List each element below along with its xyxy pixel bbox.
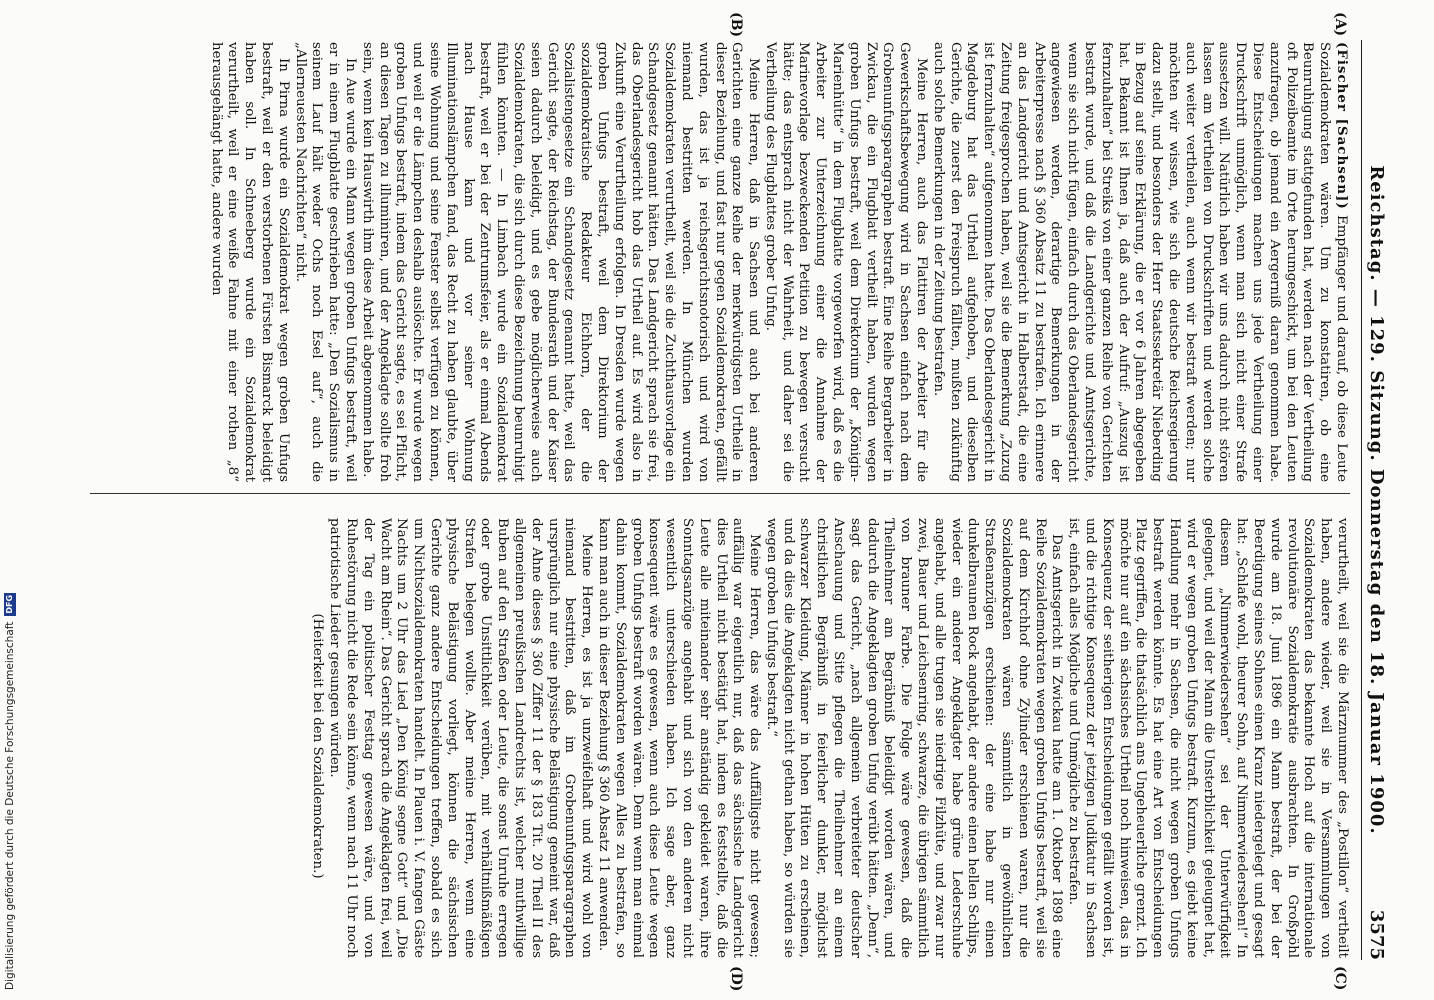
paragraph — [929, 42, 1350, 482]
dfg-logo: DFG — [5, 594, 14, 614]
left-column — [207, 42, 1350, 482]
page-header — [1361, 40, 1392, 960]
margin-mark-c: (C) — [1332, 966, 1348, 991]
paragraph: Meine Herren, es ist ja unzweifelhaft und wird wohl von niemand bestritten, daß im Grobenunfugsparagraphen ursprünglich nur eine physische Belästigung gemeint war, daß der Ahne dieses § 360 Ziffer 11 der § 183 Tit. 20 Theil II des allgemeinen preußischen Landrechts ist, welcher muthwillige Buben auf den Straßen oder Leute, die sonst Unruhe erregen oder grobe Unsittlichkeit verüben, mit verhältnißmäßigen Strafen belegen wollte. Aber meine Herren, wenn eine physische Belästigung vorliegt, können die sächsischen Gerichte ganz andere Entscheidungen treffen, sobald es sich um Nichtsozialdemokraten handelt. In Plauen i. V. fangen Gäste Nachts um 2 Uhr das Lied „Den König segne Gott“ und „Die Wacht am Rhein“. Das Gericht sprach die Angeklagten frei, weil der Tag ein politischer Festtag gewesen wäre, und von Ruhestörung nicht die Rede sein könne, wenn nach 11 Uhr noch patriotische Lieder gesungen würden. — [327, 518, 595, 958]
stage-direction: (Heiterkeit bei den Sozialdemokraten.) — [310, 613, 326, 879]
page-number: 3575 — [1366, 909, 1388, 960]
digitization-note: Digitalisierung gefördert durch die Deutsche Forschungsgemeinschaft — [4, 621, 16, 990]
right-column — [309, 518, 1350, 958]
speaker-name: (Fischer [Sachsen]) — [1334, 42, 1350, 210]
margin-mark-a: (A) — [1332, 12, 1348, 37]
margin-mark-d: (D) — [728, 966, 744, 992]
page-title: Reichstag. — 129. Sitzung. Donnerstag den 18. Januar 1900. — [1366, 165, 1388, 835]
paragraph: In Aue wurde ein Mann wegen groben Unfugs bestraft, weil er in einem Flugblatte geschrieben hatte: „Den Sozialismus in seinem Lauf hält weder Ochs noch Esel auf“, auch die „Allerneuesten Nachrichten“ nicht. — [292, 42, 358, 482]
paragraph: Meine Herren, das wäre das Auffälligste nicht gewesen; auffällig war eigentlich nur, daß das sächsische Landgericht dies Urtheil nicht bestätigt hat, indem es feststellte, daß die Leute alle miteinander sehr anständig gekleidet waren, ihre Sonntagsanzüge angehabt und sich von den anderen nicht wesentlich unterschieden haben. Ich sage aber, ganz konsequent wäre es gewesen, wenn auch diese Leute wegen groben Unfugs bestraft worden wären. Denn wenn man einmal dahin kommt, Sozialdemokraten wegen Alles zu bestrafen, so kann man auch in dieser Beziehung § 360 Absatz 11 anwenden. — [595, 518, 763, 958]
margin-mark-b: (B) — [728, 12, 744, 38]
paragraph: Meine Herren, daß in Sachsen und auch bei anderen Gerichten eine ganze Reihe der merkwürdigsten Urtheile in dieser Beziehung, und fast nur gegen Sozialdemokraten, gefällt wurden, das ist ja reichsgerichtsnotorisch und wird von niemand bestritten werden. In München wurden Sozialdemokraten verurtheilt, weil sie die Zuchthausvorlage ein Schandgesetz genannt hätten. Das Landgericht sprach sie frei, das Oberlandesgericht hob das Urtheil auf. Es wird also in Zukunft eine Verurtheilung erfolgen. In Dresden wurde wegen groben Unfugs bestraft, weil dem Direktorium der sozialdemokratische Redakteur Eichhorn, der die Sozialistengesetze ein Schandgesetz genannt hatte, weil das Gericht sagte, der Reichstag, der Bundesrath und der Kaiser seien dadurch beleidigt, und es gebe möglicherweise auch Sozialdemokraten, die sich durch diese Bezeichnung beunruhigt fühlen könnten. — In Limbach wurde ein Sozialdemokrat bestraft, weil er bei der Zentrumsfeier, als er einmal Abends nach Hause kam und vor seiner Wohnung Illuminationslämpchen fand, das Recht zu haben glaubte, über seine Wohnung und seine Fenster selbst verfügen zu können, und weil er die Lämpchen deshalb auslöschte. Er wurde wegen groben Unfugs bestraft, indem das Gericht sagte, es sei Pflicht, an diesen Tagen zu illuminiren, und der Angeklagte sollte froh sein, wenn kein Hauswirth ihm diese Arbeit abgenommen habe. — [359, 42, 762, 482]
digitization-footer — [3, 0, 17, 990]
paragraph-text: Empfänger und darauf, ob diese Leute Sozialdemokraten wären. Um zu konstatiren, ob eine Beunruhigung stattgefunden hat, werden nach der Vertheilung oft Polizeibeamte im Orte herumgeschickt, um bei den Leuten anzufragen, ob jemand ein Aergerniß daran genommen habe. Diese Entscheidungen machen uns jede Vertheilung einer Druckschrift unmöglich, wenn man sich nicht einer Strafe aussetzen will. Natürlich haben wir uns dadurch nicht stören lassen am Vertheilen von Druckschriften und werden solche auch weiter vertheilen, auch wenn wir bestraft werden; nur möchten wir wissen, wie sich die deutsche Reichsregierung dazu stellt, und besonders der Herr Staatssekretär Nieberding in Bezug auf seine Erklärung, die er vor 6 Jahren abgegeben hat. Bekannt ist Ihnen ja, daß auch der Aufruf: „Auszug ist fernzuhalten“ bei Streiks von einer ganzen Reihe von Gerichten bestraft wurde, und daß die Landgerichte und Amtsgerichte, wenn sie sich nicht fügen, einfach durch das Oberlandesgericht angewiesen werden, derartige Bemerkungen in der Arbeiterpresse nach § 360 Absatz 11 zu bestrafen. Ich erinnere an das Landgericht und Amtsgericht in Halberstadt, die eine Zeitung freigesprochen haben, weil sie die Bemerkung „Zuzug ist fernzuhalten“ aufgenommen hatte. Das Oberlandesgericht in Magdeburg hat das Urtheil aufgehoben, und dieselben Gerichte, die zuerst den Freispruch fällten, mußten zukünftig auch solche Bemerkungen in der Zeitung bestrafen. — [930, 42, 1349, 482]
column-divider — [90, 493, 1350, 494]
paragraph: In Pirna wurde ein Sozialdemokrat wegen groben Unfugs bestraft, weil er den verstorbenen Fürsten Bismarck beleidigt haben soll. In Schneeberg wurde ein Sozialdemokrat verurtheilt, weil er eine weiße Fahne mit einer rothen „8“ herausgehängt hatte, andere wurden — [208, 42, 291, 482]
paragraph: Das Amtsgericht in Zwickau hatte am 1. Oktober 1898 eine Reihe Sozialdemokraten wegen groben Unfugs bestraft, weil sie auf dem Kirchhof ohne Zylinder erschienen waren, nur die Sozialdemokraten wären sämmtlich in gewöhnlichen Straßenanzügen erschienen: der eine habe nur einen dunkelbraunen Rock angehabt, der andere einen hellen Schlips, wieder ein anderer Angeklagter habe grüne Lederschuhe angehabt, und alle trugen sie niedrige Filzhüte, und zwar nur zwei, Bauer und Leichsenring, schwarze, die übrigen sämmtlich von brauner Farbe. Die Folge wäre gewesen, daß die Theilnehmer am Begräbniß beleidigt worden wären, und dadurch die Angeklagten groben Unfug verübt hätten. „Denn“, sagt das Gericht, „nach allgemein verbreiteter deutscher Anschauung und Sitte pflegen die Theilnehmer an einem christlichen Begräbniß in feierlicher dunkler, möglichst schwarzer Kleidung, Männer in hohen Hüten zu erscheinen, und da dies die Angeklagten nicht gethan haben, so würden sie wegen groben Unfugs bestraft.“ — [763, 518, 1065, 958]
paragraph: verurtheilt, weil sie die Märznummer des „Postillon“ vertheilt haben, andere wieder, weil sie in Versammlungen von Sozialdemokraten das bekannte Hoch auf die internationale revolutionäre Sozialdemokratie ausbrachten. In Großpöhl wurde am 18. Juni 1896 ein Mann bestraft, der bei der Beerdigung seines Sohnes einen Kranz niedergelegt und gesagt hat: „Schlafe wohl, theurer Sohn, auf Nimmerwiedersehen!“ In diesem „Nimmerwiedersehen“ sei der Unterwürfigkeit gelegnet, und weil der Mann die Unsterblichkeit geleugnet hat, wird er wegen groben Unfugs bestraft. Kurzum, es giebt keine Handlung mehr in Sachsen, die nicht wegen groben Unfugs bestraft werden könnte. Es hat eine Art von Entscheidungen Platz gegriffen, die thatsächlich ans Ungeheuerliche grenzt. Ich möchte nur auf ein sächsisches Urtheil noch hinweisen, das in Konsequenz der seitherigen Entscheidungen gefällt worden ist, und die richtige Konsequenz der jetzigen Judikatur in Sachsen ist, einfach alles Mögliche und Unmögliche zu bestrafen. — [1066, 518, 1350, 958]
paragraph: Meine Herren, auch das Flattiren der Arbeiter für die Gewerkschaftsbewegung wird in Sachsen einfach nach dem Grobenunfugsparagraphen bestraft. Eine Reihe Bergarbeiter in Zwickau, die ein Flugblatt vertheilt haben, wurden wegen groben Unfugs bestraft, weil dem Direktorium der „Königin-Marienhütte“ in dem Flugblatte vorgeworfen wird, daß es die Arbeiter zur Unterzeichnung einer die Annahme der Marinevorlage bezweckenden Petition zu bewegen versucht hätte; das entsprach nicht der Wahrheit, und daher sei die Vertheilung des Flugblattes grober Unfug. — [762, 42, 930, 482]
